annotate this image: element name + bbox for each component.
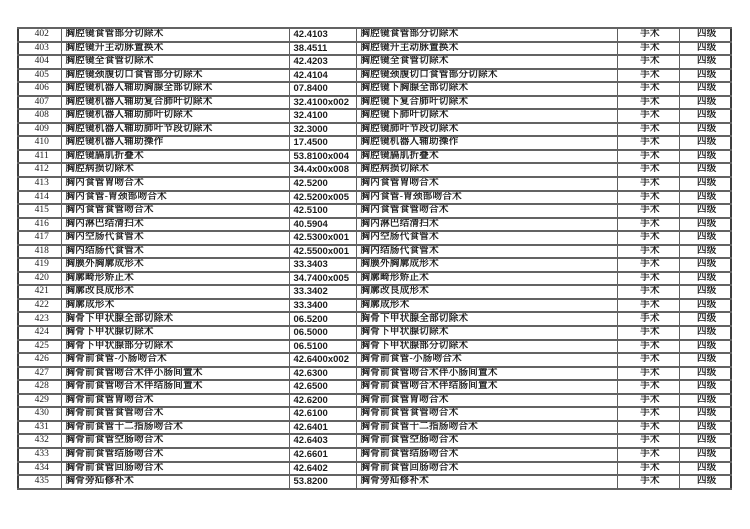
- procedure-name-2-cell: 胸腔镜膈肌折叠术: [356, 150, 617, 164]
- procedure-code-cell: 53.8100x004: [289, 150, 356, 164]
- level-cell: 四级: [679, 434, 731, 448]
- category-cell: 手术: [617, 462, 679, 476]
- level-cell: 四级: [679, 326, 731, 340]
- procedure-code-cell: 42.5200: [289, 177, 356, 191]
- procedure-name-cell: 胸内结肠代食管术: [61, 245, 289, 259]
- table-row: [18, 123, 731, 137]
- table-row: [18, 96, 731, 110]
- procedure-name-2-cell: 胸骨前食管回肠吻合术: [356, 462, 617, 476]
- category-cell: 手术: [617, 150, 679, 164]
- level-cell: 四级: [679, 367, 731, 381]
- procedure-name-2-cell: 胸骨前食管吻合术伴小肠间置术: [356, 367, 617, 381]
- category-cell: 手术: [617, 231, 679, 245]
- table-row: [18, 285, 731, 299]
- procedure-name-cell: 胸廓畸形矫正术: [61, 272, 289, 286]
- procedure-code-cell: 42.4203: [289, 55, 356, 69]
- procedure-name-cell: 胸骨下甲状腺切除术: [61, 326, 289, 340]
- table-row: [18, 394, 731, 408]
- procedure-name-2-cell: 胸廓畸形矫正术: [356, 272, 617, 286]
- table-row: [18, 421, 731, 435]
- level-cell: 四级: [679, 136, 731, 150]
- row-number-cell: 418: [18, 245, 61, 259]
- procedure-code-cell: 07.8400: [289, 82, 356, 96]
- procedure-name-cell: 胸骨旁疝修补术: [61, 475, 289, 489]
- row-number-cell: 426: [18, 353, 61, 367]
- row-number-cell: 425: [18, 340, 61, 354]
- level-cell: 四级: [679, 55, 731, 69]
- procedure-name-2-cell: 胸骨下甲状腺部分切除术: [356, 340, 617, 354]
- table-row: [18, 462, 731, 476]
- row-number-cell: 422: [18, 299, 61, 313]
- procedure-name-2-cell: 胸内食管胃吻合术: [356, 177, 617, 191]
- procedure-name-cell: 胸骨前食管空肠吻合术: [61, 434, 289, 448]
- level-cell: 四级: [679, 407, 731, 421]
- procedure-name-2-cell: 胸廓成形术: [356, 299, 617, 313]
- procedure-name-cell: 胸骨下甲状腺部分切除术: [61, 340, 289, 354]
- procedure-name-2-cell: 胸内淋巴结清扫术: [356, 218, 617, 232]
- procedure-code-cell: 42.6300: [289, 367, 356, 381]
- procedure-name-2-cell: 胸骨下甲状腺全部切除术: [356, 312, 617, 326]
- level-cell: 四级: [679, 150, 731, 164]
- procedure-name-cell: 胸骨前食管吻合术伴结肠间置术: [61, 380, 289, 394]
- level-cell: 四级: [679, 96, 731, 110]
- procedure-name-cell: 胸腔镜食管部分切除术: [61, 28, 289, 42]
- procedure-code-cell: 42.6401: [289, 421, 356, 435]
- table-row: [18, 109, 731, 123]
- level-cell: 四级: [679, 312, 731, 326]
- procedure-code-cell: 42.6100: [289, 407, 356, 421]
- table-row: [18, 434, 731, 448]
- procedure-name-2-cell: 胸骨前食管十二指肠吻合术: [356, 421, 617, 435]
- level-cell: 四级: [679, 353, 731, 367]
- row-number-cell: 414: [18, 191, 61, 205]
- category-cell: 手术: [617, 367, 679, 381]
- category-cell: 手术: [617, 69, 679, 83]
- procedure-table-body: [18, 28, 731, 489]
- level-cell: 四级: [679, 285, 731, 299]
- procedure-name-2-cell: 胸骨前食管胃吻合术: [356, 394, 617, 408]
- row-number-cell: 421: [18, 285, 61, 299]
- procedure-code-cell: 42.6400x002: [289, 353, 356, 367]
- procedure-name-2-cell: 胸内结肠代食管术: [356, 245, 617, 259]
- level-cell: 四级: [679, 42, 731, 56]
- procedure-name-cell: 胸腔病损切除术: [61, 163, 289, 177]
- procedure-code-cell: 42.6200: [289, 394, 356, 408]
- table-row: [18, 82, 731, 96]
- procedure-name-2-cell: 胸内空肠代食管术: [356, 231, 617, 245]
- row-number-cell: 431: [18, 421, 61, 435]
- procedure-name-cell: 胸内食管-胃颈部吻合术: [61, 191, 289, 205]
- category-cell: 手术: [617, 475, 679, 489]
- level-cell: 四级: [679, 394, 731, 408]
- category-cell: 手术: [617, 272, 679, 286]
- category-cell: 手术: [617, 96, 679, 110]
- level-cell: 四级: [679, 380, 731, 394]
- procedure-name-cell: 胸腔镜全食管切除术: [61, 55, 289, 69]
- procedure-name-2-cell: 胸骨前食管-小肠吻合术: [356, 353, 617, 367]
- row-number-cell: 429: [18, 394, 61, 408]
- level-cell: 四级: [679, 448, 731, 462]
- category-cell: 手术: [617, 353, 679, 367]
- category-cell: 手术: [617, 434, 679, 448]
- level-cell: 四级: [679, 231, 731, 245]
- procedure-name-cell: 胸内食管胃吻合术: [61, 177, 289, 191]
- procedure-name-cell: 胸腔镜机器人辅助胸腺全部切除术: [61, 82, 289, 96]
- procedure-code-cell: 53.8200: [289, 475, 356, 489]
- level-cell: 四级: [679, 163, 731, 177]
- procedure-name-2-cell: 胸骨下甲状腺切除术: [356, 326, 617, 340]
- level-cell: 四级: [679, 462, 731, 476]
- procedure-code-cell: 42.4104: [289, 69, 356, 83]
- category-cell: 手术: [617, 421, 679, 435]
- procedure-code-cell: 34.4x00x008: [289, 163, 356, 177]
- procedure-code-cell: 33.3403: [289, 258, 356, 272]
- category-cell: 手术: [617, 394, 679, 408]
- category-cell: 手术: [617, 407, 679, 421]
- row-number-cell: 412: [18, 163, 61, 177]
- procedure-table: [17, 27, 732, 490]
- table-row: [18, 340, 731, 354]
- table-row: [18, 191, 731, 205]
- row-number-cell: 432: [18, 434, 61, 448]
- category-cell: 手术: [617, 340, 679, 354]
- level-cell: 四级: [679, 191, 731, 205]
- procedure-name-2-cell: 胸腔镜颈腹切口食管部分切除术: [356, 69, 617, 83]
- procedure-code-cell: 42.5200x005: [289, 191, 356, 205]
- procedure-name-2-cell: 胸膜外胸廓成形术: [356, 258, 617, 272]
- category-cell: 手术: [617, 326, 679, 340]
- procedure-code-cell: 33.3400: [289, 299, 356, 313]
- category-cell: 手术: [617, 380, 679, 394]
- procedure-name-2-cell: 胸腔镜肺叶节段切除术: [356, 123, 617, 137]
- category-cell: 手术: [617, 312, 679, 326]
- row-number-cell: 413: [18, 177, 61, 191]
- table-row: [18, 204, 731, 218]
- row-number-cell: 409: [18, 123, 61, 137]
- procedure-name-2-cell: 胸廓改良成形术: [356, 285, 617, 299]
- procedure-name-2-cell: 胸内食管食管吻合术: [356, 204, 617, 218]
- table-row: [18, 163, 731, 177]
- category-cell: 手术: [617, 218, 679, 232]
- procedure-name-2-cell: 胸腔镜食管部分切除术: [356, 28, 617, 42]
- procedure-code-cell: 32.4100: [289, 109, 356, 123]
- row-number-cell: 405: [18, 69, 61, 83]
- procedure-code-cell: 38.4511: [289, 42, 356, 56]
- level-cell: 四级: [679, 475, 731, 489]
- procedure-name-cell: 胸骨前食管-小肠吻合术: [61, 353, 289, 367]
- procedure-code-cell: 42.6403: [289, 434, 356, 448]
- category-cell: 手术: [617, 204, 679, 218]
- procedure-code-cell: 42.6500: [289, 380, 356, 394]
- procedure-name-cell: 胸腔镜机器人辅助肺叶节段切除术: [61, 123, 289, 137]
- row-number-cell: 402: [18, 28, 61, 42]
- level-cell: 四级: [679, 272, 731, 286]
- procedure-name-2-cell: 胸腔镜升主动脉置换术: [356, 42, 617, 56]
- procedure-name-cell: 胸廓成形术: [61, 299, 289, 313]
- row-number-cell: 416: [18, 218, 61, 232]
- row-number-cell: 433: [18, 448, 61, 462]
- category-cell: 手术: [617, 191, 679, 205]
- procedure-name-cell: 胸骨前食管胃吻合术: [61, 394, 289, 408]
- row-number-cell: 404: [18, 55, 61, 69]
- table-row: [18, 28, 731, 42]
- category-cell: 手术: [617, 448, 679, 462]
- row-number-cell: 428: [18, 380, 61, 394]
- procedure-name-cell: 胸骨前食管吻合术伴小肠间置术: [61, 367, 289, 381]
- level-cell: 四级: [679, 28, 731, 42]
- procedure-name-cell: 胸骨前食管食管吻合术: [61, 407, 289, 421]
- procedure-name-2-cell: 胸骨前食管吻合术伴结肠间置术: [356, 380, 617, 394]
- procedure-name-cell: 胸腔镜升主动脉置换术: [61, 42, 289, 56]
- category-cell: 手术: [617, 82, 679, 96]
- procedure-name-cell: 胸骨下甲状腺全部切除术: [61, 312, 289, 326]
- level-cell: 四级: [679, 69, 731, 83]
- table-row: [18, 312, 731, 326]
- row-number-cell: 420: [18, 272, 61, 286]
- row-number-cell: 407: [18, 96, 61, 110]
- procedure-name-cell: 胸腔镜机器人辅助复合肺叶切除术: [61, 96, 289, 110]
- procedure-name-2-cell: 胸骨旁疝修补术: [356, 475, 617, 489]
- procedure-code-cell: 34.7400x005: [289, 272, 356, 286]
- procedure-name-cell: 胸骨前食管十二指肠吻合术: [61, 421, 289, 435]
- category-cell: 手术: [617, 42, 679, 56]
- row-number-cell: 419: [18, 258, 61, 272]
- procedure-code-cell: 42.5500x001: [289, 245, 356, 259]
- procedure-name-cell: 胸骨前食管回肠吻合术: [61, 462, 289, 476]
- row-number-cell: 435: [18, 475, 61, 489]
- procedure-name-2-cell: 胸腔镜下胸腺全部切除术: [356, 82, 617, 96]
- table-row: [18, 258, 731, 272]
- level-cell: 四级: [679, 123, 731, 137]
- category-cell: 手术: [617, 177, 679, 191]
- procedure-name-2-cell: 胸内食管-胃颈部吻合术: [356, 191, 617, 205]
- procedure-code-cell: 40.5904: [289, 218, 356, 232]
- level-cell: 四级: [679, 245, 731, 259]
- table-row: [18, 42, 731, 56]
- row-number-cell: 408: [18, 109, 61, 123]
- row-number-cell: 430: [18, 407, 61, 421]
- level-cell: 四级: [679, 340, 731, 354]
- procedure-name-2-cell: 胸腔镜下复合肺叶切除术: [356, 96, 617, 110]
- table-row: [18, 299, 731, 313]
- procedure-code-cell: 06.5100: [289, 340, 356, 354]
- procedure-code-cell: 42.5300x001: [289, 231, 356, 245]
- procedure-name-cell: 胸廓改良成形术: [61, 285, 289, 299]
- procedure-name-cell: 胸膜外胸廓成形术: [61, 258, 289, 272]
- row-number-cell: 434: [18, 462, 61, 476]
- table-row: [18, 177, 731, 191]
- procedure-code-cell: 42.4103: [289, 28, 356, 42]
- row-number-cell: 417: [18, 231, 61, 245]
- row-number-cell: 424: [18, 326, 61, 340]
- row-number-cell: 406: [18, 82, 61, 96]
- table-row: [18, 353, 731, 367]
- table-row: [18, 380, 731, 394]
- procedure-code-cell: 42.6601: [289, 448, 356, 462]
- table-row: [18, 448, 731, 462]
- procedure-name-2-cell: 胸腔病损切除术: [356, 163, 617, 177]
- category-cell: 手术: [617, 136, 679, 150]
- procedure-name-cell: 胸内食管食管吻合术: [61, 204, 289, 218]
- procedure-name-cell: 胸腔镜机器人辅助肺叶切除术: [61, 109, 289, 123]
- level-cell: 四级: [679, 109, 731, 123]
- procedure-name-2-cell: 胸骨前食管结肠吻合术: [356, 448, 617, 462]
- table-row: [18, 231, 731, 245]
- row-number-cell: 403: [18, 42, 61, 56]
- row-number-cell: 415: [18, 204, 61, 218]
- procedure-code-cell: 17.4500: [289, 136, 356, 150]
- category-cell: 手术: [617, 299, 679, 313]
- table-row: [18, 367, 731, 381]
- table-row: [18, 218, 731, 232]
- table-row: [18, 69, 731, 83]
- table-row: [18, 150, 731, 164]
- procedure-name-cell: 胸腔镜颈腹切口食管部分切除术: [61, 69, 289, 83]
- row-number-cell: 423: [18, 312, 61, 326]
- procedure-name-cell: 胸腔镜膈肌折叠术: [61, 150, 289, 164]
- table-row: [18, 475, 731, 489]
- category-cell: 手术: [617, 28, 679, 42]
- table-row: [18, 55, 731, 69]
- procedure-code-cell: 42.5100: [289, 204, 356, 218]
- procedure-code-cell: 06.5200: [289, 312, 356, 326]
- level-cell: 四级: [679, 299, 731, 313]
- procedure-code-cell: 33.3402: [289, 285, 356, 299]
- level-cell: 四级: [679, 82, 731, 96]
- row-number-cell: 410: [18, 136, 61, 150]
- procedure-name-2-cell: 胸骨前食管食管吻合术: [356, 407, 617, 421]
- level-cell: 四级: [679, 218, 731, 232]
- table-row: [18, 136, 731, 150]
- category-cell: 手术: [617, 285, 679, 299]
- table-row: [18, 272, 731, 286]
- procedure-name-cell: 胸骨前食管结肠吻合术: [61, 448, 289, 462]
- procedure-name-2-cell: 胸腔镜下肺叶切除术: [356, 109, 617, 123]
- category-cell: 手术: [617, 163, 679, 177]
- row-number-cell: 411: [18, 150, 61, 164]
- category-cell: 手术: [617, 123, 679, 137]
- level-cell: 四级: [679, 258, 731, 272]
- row-number-cell: 427: [18, 367, 61, 381]
- procedure-code-cell: 06.5000: [289, 326, 356, 340]
- procedure-code-cell: 42.6402: [289, 462, 356, 476]
- procedure-code-cell: 32.4100x002: [289, 96, 356, 110]
- category-cell: 手术: [617, 55, 679, 69]
- category-cell: 手术: [617, 245, 679, 259]
- procedure-code-cell: 32.3000: [289, 123, 356, 137]
- level-cell: 四级: [679, 177, 731, 191]
- procedure-name-cell: 胸内淋巴结清扫术: [61, 218, 289, 232]
- category-cell: 手术: [617, 258, 679, 272]
- table-row: [18, 245, 731, 259]
- table-row: [18, 326, 731, 340]
- procedure-name-2-cell: 胸腔镜机器人辅助操作: [356, 136, 617, 150]
- category-cell: 手术: [617, 109, 679, 123]
- level-cell: 四级: [679, 204, 731, 218]
- procedure-name-cell: 胸内空肠代食管术: [61, 231, 289, 245]
- procedure-name-2-cell: 胸腔镜全食管切除术: [356, 55, 617, 69]
- table-row: [18, 407, 731, 421]
- procedure-name-2-cell: 胸骨前食管空肠吻合术: [356, 434, 617, 448]
- level-cell: 四级: [679, 421, 731, 435]
- procedure-name-cell: 胸腔镜机器人辅助操作: [61, 136, 289, 150]
